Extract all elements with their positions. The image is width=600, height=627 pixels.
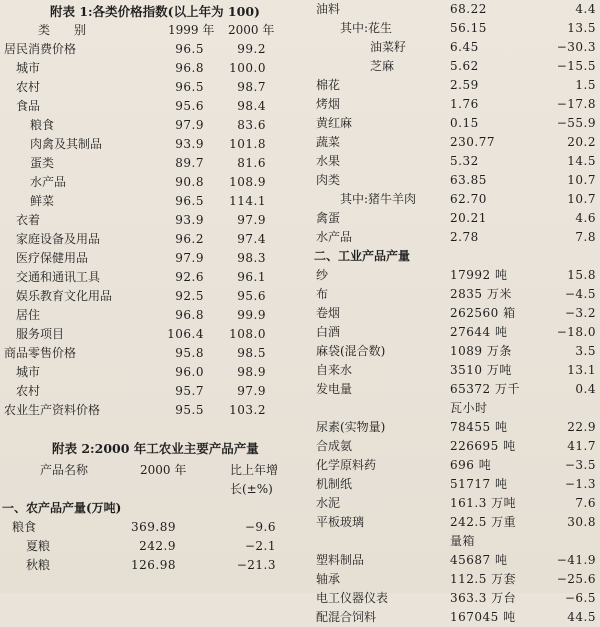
table1-row [0,173,300,192]
value-change: 20.2 [567,135,596,149]
value-2000: 51717 吨 [450,477,508,491]
table2-row [300,570,600,589]
row-label: 尿素(实物量) [316,420,386,434]
row-label: 自来水 [316,363,353,377]
table2-row [300,266,600,285]
table1-row [0,363,300,382]
table2-row [300,133,600,152]
value-change: −15.5 [556,59,596,73]
table2-row [300,323,600,342]
value-change: −2.1 [244,539,276,553]
table2-row [0,537,300,556]
row-label: 棉花 [316,78,341,92]
table2-row [300,152,600,171]
row-label: 衣着 [16,213,41,227]
row-label: 布 [316,287,329,301]
table2-right-ind-body [300,266,600,627]
table2-header-2000: 2000 年 [140,463,187,477]
value-2000: 78455 吨 [450,420,508,434]
value-2000: 68.22 [450,2,487,16]
value-2000: 96.1 [237,270,266,284]
left-column [0,0,300,575]
row-label: 医疗保健用品 [16,251,89,265]
value-2000: 45687 吨 [450,553,508,567]
row-label: 娱乐教育文化用品 [16,289,113,303]
value-change: −9.6 [244,520,276,534]
section-agri-heading: 一、农产品产量(万吨) [2,501,122,515]
row-label: 其中:猪牛羊肉 [340,192,417,206]
table1-title-row [0,2,300,21]
row-label: 卷烟 [316,306,341,320]
row-label: 水产品 [30,175,67,189]
row-label: 水产品 [316,230,353,244]
table1-row [0,306,300,325]
table1-header-1999: 1999 年 [168,23,215,37]
value-2000: 2.59 [450,78,479,92]
table1-row [0,344,300,363]
value-change: −21.3 [236,558,276,572]
table2-row [300,399,600,418]
value-2000: 126.98 [131,558,176,572]
value-2000: 98.5 [237,346,266,360]
value-2000: 363.3 万台 [450,591,517,605]
table2-row [300,456,600,475]
value-2000: 83.6 [237,118,266,132]
table2-row [300,418,600,437]
value-1999: 93.9 [175,213,204,227]
value-2000: 5.62 [450,59,479,73]
value-change: 4.6 [575,211,596,225]
row-label: 粮食 [30,118,55,132]
value-1999: 96.8 [175,61,204,75]
value-2000: 2835 万米 [450,287,512,301]
table2-header-change-unit: 长(±%) [230,482,273,496]
value-change: −1.3 [564,477,596,491]
value-1999: 95.5 [175,403,204,417]
value-2000: 100.0 [229,61,266,75]
table2-title: 附表 2:2000 年工农业主要产品产量 [52,441,259,456]
value-1999: 95.7 [175,384,204,398]
value-2000: 114.1 [229,194,266,208]
table1-row [0,40,300,59]
row-label: 交通和通讯工具 [16,270,101,284]
table2-row [300,171,600,190]
row-label: 蛋类 [30,156,55,170]
table2-row [300,475,600,494]
row-label: 化学原料药 [316,458,377,472]
value-2000: 696 吨 [450,458,492,472]
row-label: 夏粮 [26,539,51,553]
value-2000: 108.0 [229,327,266,341]
row-label: 麻袋(混合数) [316,344,386,358]
value-2000: 97.9 [237,384,266,398]
table2-right-agri-body [300,0,600,247]
value-2000: 112.5 万套 [450,572,517,586]
table1-row [0,230,300,249]
row-label: 水泥 [316,496,341,510]
value-2000: 27644 吨 [450,325,508,339]
table2-header-change: 比上年增 [230,463,279,477]
value-2000: 98.7 [237,80,266,94]
row-label: 农村 [16,384,41,398]
row-label: 农业生产资料价格 [4,403,101,417]
row-label: 油料 [316,2,341,16]
value-1999: 96.2 [175,232,204,246]
row-label: 黄红麻 [316,116,353,130]
row-label: 其中:花生 [340,21,393,35]
table1-header-row [0,21,300,40]
table2-row [300,0,600,19]
table1-row [0,382,300,401]
value-2000: 56.15 [450,21,487,35]
value-change: 22.9 [567,420,596,434]
table2-row [300,589,600,608]
row-label: 居住 [16,308,41,322]
table1-row [0,135,300,154]
value-1999: 95.6 [175,99,204,113]
table2-row [300,380,600,399]
value-change: 4.4 [575,2,596,16]
value-2000: 1.76 [450,97,479,111]
value-2000: 1089 万条 [450,344,512,358]
table2-row [300,342,600,361]
row-label: 平板玻璃 [316,515,365,529]
value-2000: 97.9 [237,213,266,227]
value-2000: 242.5 万重 [450,515,517,529]
value-2000: 101.8 [229,137,266,151]
row-label: 芝麻 [370,59,395,73]
row-label: 肉禽及其制品 [30,137,103,151]
value-2000: 20.21 [450,211,487,225]
table2-row [0,518,300,537]
row-label: 商品零售价格 [4,346,77,360]
row-label: 粮食 [12,520,37,534]
value-1999: 96.5 [175,42,204,56]
row-label: 秋粮 [26,558,51,572]
table1-row [0,211,300,230]
value-2000: 3510 万吨 [450,363,512,377]
row-label: 城市 [16,365,41,379]
row-label: 家庭设备及用品 [16,232,101,246]
row-label: 纱 [316,268,329,282]
value-change: 1.5 [575,78,596,92]
table2-row [300,38,600,57]
value-2000: 0.15 [450,116,479,130]
value-change: 13.1 [567,363,596,377]
row-label: 配混合饲料 [316,610,377,624]
row-label: 蔬菜 [316,135,341,149]
row-label: 轴承 [316,572,341,586]
value-1999: 96.5 [175,194,204,208]
value-change: 13.5 [567,21,596,35]
table2-row [300,437,600,456]
row-label: 塑料制品 [316,553,365,567]
value-change: 44.5 [567,610,596,624]
value-change: −17.8 [556,97,596,111]
value-1999: 90.8 [175,175,204,189]
value-2000: 98.3 [237,251,266,265]
value-change: 10.7 [567,173,596,187]
value-change: 3.5 [575,344,596,358]
value-2000: 瓦小时 [450,401,488,415]
value-change: −41.9 [556,553,596,567]
value-change: 41.7 [567,439,596,453]
row-label: 电工仪器仪表 [316,591,389,605]
value-change: −25.6 [556,572,596,586]
table2-row [300,494,600,513]
value-2000: 62.70 [450,192,487,206]
table2-row [300,114,600,133]
right-column [300,0,600,627]
row-label: 服务项目 [16,327,65,341]
table1-row [0,268,300,287]
table2-row [300,19,600,38]
row-label: 城市 [16,61,41,75]
row-label: 白酒 [316,325,341,339]
value-1999: 89.7 [175,156,204,170]
row-label: 居民消费价格 [4,42,77,56]
value-change: 10.7 [567,192,596,206]
value-1999: 97.9 [175,251,204,265]
table1-row [0,192,300,211]
table2-row [300,304,600,323]
table1-row [0,59,300,78]
table2-row [300,551,600,570]
table2-header-product: 产品名称 [40,463,89,477]
value-2000: 17992 吨 [450,268,508,282]
value-2000: 81.6 [237,156,266,170]
section-agri-row [0,499,300,518]
value-1999: 92.5 [175,289,204,303]
value-2000: 262560 箱 [450,306,516,320]
table2-row [300,190,600,209]
row-label: 鲜菜 [30,194,55,208]
value-1999: 92.6 [175,270,204,284]
value-change: −55.9 [556,116,596,130]
table1-row [0,116,300,135]
value-change: 7.6 [575,496,596,510]
section-ind-heading: 二、工业产品产量 [314,249,411,263]
value-change: −3.2 [564,306,596,320]
row-label: 油菜籽 [370,40,407,54]
value-change: 14.5 [567,154,596,168]
table2-row [0,556,300,575]
value-change: 7.8 [575,230,596,244]
value-2000: 2.78 [450,230,479,244]
value-1999: 96.5 [175,80,204,94]
value-1999: 96.8 [175,308,204,322]
table1-row [0,287,300,306]
value-2000: 99.2 [237,42,266,56]
value-change: −6.5 [564,591,596,605]
row-label: 合成氨 [316,439,353,453]
table2-row [300,285,600,304]
value-2000: 226695 吨 [450,439,516,453]
value-change: −18.0 [556,325,596,339]
value-1999: 96.0 [175,365,204,379]
value-2000: 63.85 [450,173,487,187]
row-label: 烤烟 [316,97,341,111]
value-change: 30.8 [567,515,596,529]
row-label: 水果 [316,154,341,168]
table2-row [300,361,600,380]
value-2000: 369.89 [131,520,176,534]
value-2000: 230.77 [450,135,495,149]
value-2000: 5.32 [450,154,479,168]
spacer [0,420,300,439]
row-label: 食品 [16,99,41,113]
value-2000: 6.45 [450,40,479,54]
value-2000: 103.2 [229,403,266,417]
value-2000: 量箱 [450,534,476,548]
table2-header-row-2 [0,480,300,499]
table2-title-row [0,439,300,458]
value-change: 0.4 [575,382,596,396]
section-ind-row [300,247,600,266]
row-label: 禽蛋 [316,211,341,225]
table1-row [0,97,300,116]
row-label: 发电量 [316,382,353,396]
table2-row [300,76,600,95]
table2-row [300,209,600,228]
value-2000: 98.9 [237,365,266,379]
table1-row [0,401,300,420]
table1-row [0,249,300,268]
table2-row [300,513,600,532]
value-1999: 95.8 [175,346,204,360]
table1-header-category: 类 别 [38,23,87,37]
row-label: 农村 [16,80,41,94]
table2-row [300,228,600,247]
row-label: 机制纸 [316,477,353,491]
table1-row [0,78,300,97]
table2-header-row [0,461,300,480]
value-1999: 106.4 [167,327,204,341]
table2-row [300,95,600,114]
value-2000: 99.9 [237,308,266,322]
table2-row [300,532,600,551]
value-2000: 167045 吨 [450,610,516,624]
value-2000: 108.9 [229,175,266,189]
table1-header-2000: 2000 年 [228,23,275,37]
value-2000: 95.6 [237,289,266,303]
value-2000: 98.4 [237,99,266,113]
table2-row [300,57,600,76]
value-1999: 97.9 [175,118,204,132]
row-label: 肉类 [316,173,341,187]
table1-row [0,325,300,344]
value-change: −3.5 [564,458,596,472]
table2-left-body [0,518,300,575]
value-change: −4.5 [564,287,596,301]
value-2000: 161.3 万吨 [450,496,517,510]
table1-body [0,40,300,420]
table1-title: 附表 1:各类价格指数(以上年为 100) [50,4,260,19]
table1-row [0,154,300,173]
value-2000: 65372 万千 [450,382,520,396]
value-2000: 97.4 [237,232,266,246]
table2-row [300,608,600,627]
value-change: −30.3 [556,40,596,54]
value-2000: 242.9 [139,539,176,553]
value-change: 15.8 [567,268,596,282]
value-1999: 93.9 [175,137,204,151]
